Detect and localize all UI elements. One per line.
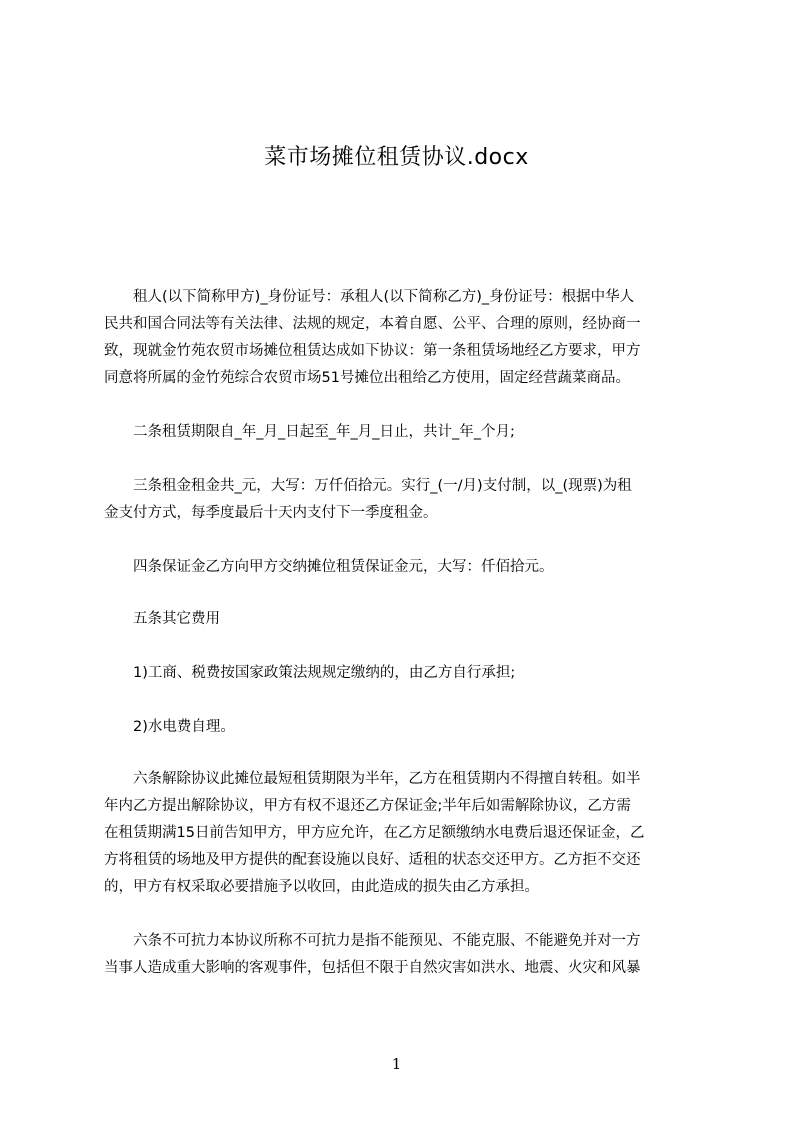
text-line: 年内乙方提出解除协议，甲方有权不退还乙方保证金;半年后如需解除协议，乙方需: [104, 798, 631, 814]
text-line: 四条保证金乙方向甲方交纳摊位租赁保证金元，大写：仟佰拾元。: [104, 559, 554, 575]
text-line: 的，甲方有权采取必要措施予以收回，由此造成的损失由乙方承担。: [104, 879, 539, 895]
text-line: 当事人造成重大影响的客观事件，包括但不限于自然灾害如洪水、地震、火灾和风暴: [104, 960, 641, 976]
document-title: 菜市场摊位租赁协议.docx: [264, 145, 529, 170]
text-line: 民共和国合同法等有关法律、法规的规定，本着自愿、公平、合理的原则，经协商一: [104, 316, 641, 332]
paragraph-4: [104, 554, 700, 581]
paragraph-8: [104, 766, 700, 901]
text-line: 六条解除协议此摊位最短租赁期限为半年，乙方在租赁期内不得擅自转租。如半: [104, 771, 641, 787]
text-line: 二条租赁期限自_年_月_日起至_年_月_日止，共计_年_个月;: [104, 424, 515, 440]
paragraph-2: [104, 419, 700, 446]
paragraph-5: [104, 606, 700, 633]
text-line: 五条其它费用: [104, 611, 220, 627]
page-number: 1: [391, 1055, 402, 1073]
text-line: 同意将所属的金竹苑综合农贸市场51号摊位出租给乙方使用，固定经营蔬菜商品。: [104, 370, 630, 386]
text-line: 三条租金租金共_元，大写：万仟佰拾元。实行_(一/月)支付制，以_(现票)为租: [104, 478, 632, 494]
text-line: 六条不可抗力本协议所称不可抗力是指不能预见、不能克服、不能避免并对一方: [104, 933, 641, 949]
paragraph-3: [104, 473, 700, 527]
text-line: 租人(以下简称甲方)_身份证号：承租人(以下简称乙方)_身份证号：根据中华人: [104, 289, 635, 305]
text-line: 在租赁期满15日前告知甲方，甲方应允许，在乙方足额缴纳水电费后退还保证金，乙: [104, 825, 645, 841]
text-line: 金支付方式，每季度最后十天内支付下一季度租金。: [104, 505, 438, 521]
paragraph-7: [104, 714, 700, 741]
text-line: 方将租赁的场地及甲方提供的配套设施以良好、适租的状态交还甲方。乙方拒不交还: [104, 852, 641, 868]
paragraph-1: [104, 284, 700, 392]
paragraph-6: [104, 660, 700, 687]
text-line: 1)工商、税费按国家政策法规规定缴纳的，由乙方自行承担;: [104, 665, 516, 681]
paragraph-9: [104, 928, 700, 982]
text-line: 2)水电费自理。: [104, 719, 235, 735]
text-line: 致，现就金竹苑农贸市场摊位租赁达成如下协议：第一条租赁场地经乙方要求，甲方: [104, 343, 641, 359]
